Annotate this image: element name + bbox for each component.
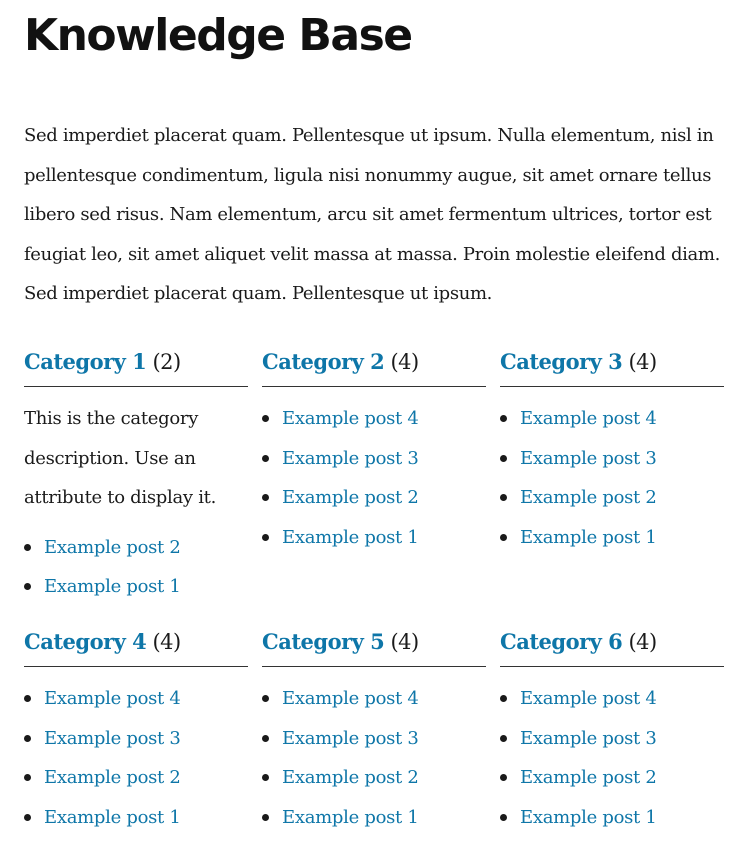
post-link[interactable]: Example post 4 <box>282 408 419 429</box>
category-block-1 <box>24 342 248 607</box>
list-item <box>262 478 486 518</box>
list-item <box>500 478 724 518</box>
category-title-link[interactable]: Category 5 <box>262 629 385 654</box>
bullet-icon <box>24 735 31 742</box>
bullet-icon <box>500 534 507 541</box>
post-link[interactable]: Example post 1 <box>520 806 657 828</box>
category-title-link[interactable]: Category 1 <box>24 349 147 374</box>
list-item <box>262 518 486 558</box>
post-list <box>262 399 486 557</box>
post-link[interactable]: Example post 3 <box>520 447 657 469</box>
category-title-link[interactable]: Category 3 <box>500 349 623 374</box>
post-link[interactable]: Example post 2 <box>520 767 657 789</box>
post-link[interactable]: Example post 1 <box>520 526 657 548</box>
list-item <box>24 758 248 798</box>
list-item <box>24 719 248 759</box>
bullet-icon <box>262 415 269 422</box>
list-item <box>500 399 724 439</box>
post-list <box>500 679 724 837</box>
post-link[interactable]: Example post 4 <box>520 688 657 709</box>
list-item <box>262 679 486 719</box>
bullet-icon <box>500 774 507 781</box>
list-item <box>500 679 724 719</box>
intro-paragraph: Sed imperdiet placerat quam. Pellentesque ut ipsum. Nulla elementum, nisl in pellentesque condimentum, ligula nisi nonummy augue, sit amet ornare tellus libero sed risus. Nam elementum, arcu sit amet fermentum ultrices, tortor est feugiat leo, sit amet aliquet velit massa at massa. Proin molestie eleifend diam. Sed imperdiet placerat quam. Pellentesque ut ipsum. <box>24 125 721 305</box>
category-post-count: (4) <box>628 630 657 654</box>
list-item <box>500 518 724 558</box>
bullet-icon <box>262 814 269 821</box>
bullet-icon <box>262 455 269 462</box>
category-block-3 <box>500 342 724 557</box>
bullet-icon <box>262 695 269 702</box>
bullet-icon <box>500 695 507 702</box>
list-item <box>262 798 486 838</box>
category-header <box>500 342 724 387</box>
list-item <box>500 719 724 759</box>
category-post-count: (2) <box>152 350 181 374</box>
post-link[interactable]: Example post 4 <box>520 408 657 429</box>
category-post-count: (4) <box>152 630 181 654</box>
list-item <box>24 798 248 838</box>
post-link[interactable]: Example post 1 <box>44 576 181 598</box>
list-item <box>262 719 486 759</box>
post-link[interactable]: Example post 4 <box>282 688 419 709</box>
bullet-icon <box>262 735 269 742</box>
bullet-icon <box>500 814 507 821</box>
list-item <box>500 439 724 479</box>
post-list <box>262 679 486 837</box>
list-item <box>24 679 248 719</box>
list-item <box>500 758 724 798</box>
bullet-icon <box>24 544 31 551</box>
list-item <box>24 528 248 568</box>
category-title-link[interactable]: Category 2 <box>262 349 385 374</box>
list-item <box>262 439 486 479</box>
post-list <box>500 399 724 557</box>
post-list <box>24 679 248 837</box>
category-post-count: (4) <box>390 350 419 374</box>
post-list <box>24 528 248 607</box>
category-block-4 <box>24 622 248 837</box>
list-item <box>262 399 486 439</box>
post-link[interactable]: Example post 2 <box>44 767 181 789</box>
category-block-5 <box>262 622 486 837</box>
category-header <box>24 622 248 667</box>
category-title-link[interactable]: Category 6 <box>500 629 623 654</box>
page-title: Knowledge Base <box>24 10 412 61</box>
post-link[interactable]: Example post 3 <box>282 727 419 749</box>
bullet-icon <box>24 774 31 781</box>
post-link[interactable]: Example post 3 <box>44 727 181 749</box>
post-link[interactable]: Example post 2 <box>282 487 419 509</box>
post-link[interactable]: Example post 2 <box>520 487 657 509</box>
category-header <box>500 622 724 667</box>
post-link[interactable]: Example post 3 <box>282 447 419 469</box>
bullet-icon <box>24 814 31 821</box>
bullet-icon <box>262 774 269 781</box>
post-link[interactable]: Example post 1 <box>282 806 419 828</box>
list-item <box>24 567 248 607</box>
bullet-icon <box>500 455 507 462</box>
list-item <box>500 798 724 838</box>
category-block-2 <box>262 342 486 557</box>
post-link[interactable]: Example post 1 <box>44 806 181 828</box>
category-header <box>24 342 248 387</box>
list-item <box>262 758 486 798</box>
category-description: This is the category description. Use an attribute to display it. <box>24 408 217 509</box>
category-title-link[interactable]: Category 4 <box>24 629 147 654</box>
bullet-icon <box>500 415 507 422</box>
post-link[interactable]: Example post 1 <box>282 526 419 548</box>
bullet-icon <box>24 695 31 702</box>
post-link[interactable]: Example post 4 <box>44 688 181 709</box>
bullet-icon <box>262 534 269 541</box>
category-header <box>262 622 486 667</box>
category-post-count: (4) <box>390 630 419 654</box>
bullet-icon <box>24 583 31 590</box>
post-link[interactable]: Example post 2 <box>44 536 181 558</box>
bullet-icon <box>500 494 507 501</box>
post-link[interactable]: Example post 3 <box>520 727 657 749</box>
category-header <box>262 342 486 387</box>
category-post-count: (4) <box>628 350 657 374</box>
post-link[interactable]: Example post 2 <box>282 767 419 789</box>
bullet-icon <box>500 735 507 742</box>
bullet-icon <box>262 494 269 501</box>
category-block-6 <box>500 622 724 837</box>
